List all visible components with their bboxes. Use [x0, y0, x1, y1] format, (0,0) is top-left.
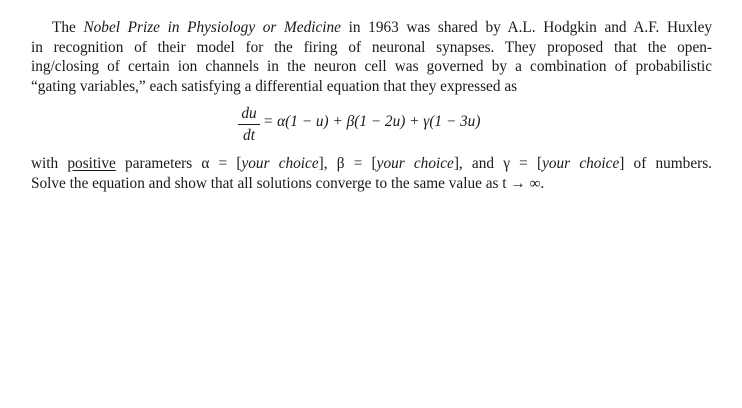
prize-name: Nobel Prize in Physiology or Medicine: [83, 19, 341, 36]
task-paragraph: [31, 154, 712, 193]
fraction-bar: [238, 124, 260, 125]
intro-text-laureates: in 1963 was shared by A.L. Hodgkin and A.F. Huxley: [340, 19, 713, 36]
document-body: [31, 18, 712, 193]
beta-choice: your choice: [376, 155, 454, 172]
gamma-param: ], and γ = [: [453, 155, 543, 172]
task-line-1: [31, 154, 712, 174]
intro-line-3: ing/closing of certain ion channels in the neuron cell was governed by a combination of probabilistic: [31, 58, 712, 75]
task-line-2: Solve the equation and show that all solutions converge to the same value as t → ∞.: [31, 174, 545, 192]
task-text-with: with: [31, 155, 68, 172]
fraction-numerator: du: [241, 105, 257, 122]
intro-text-start: The: [52, 19, 84, 36]
gamma-choice: your choice: [542, 155, 620, 172]
intro-line-1: [31, 18, 712, 38]
intro-line-4: “gating variables,” each satisfying a differential equation that they expressed as: [31, 77, 518, 95]
task-text-end: ] of numbers.: [619, 155, 712, 172]
equation-right-side: = α(1 − u) + β(1 − 2u) + γ(1 − 3u): [263, 113, 481, 130]
beta-param: ], β = [: [318, 155, 377, 172]
fraction-denominator: dt: [243, 127, 255, 144]
positive-underlined: positive: [67, 155, 116, 172]
derivative-fraction: [238, 104, 260, 145]
intro-paragraph: [31, 18, 712, 96]
differential-equation: [31, 102, 712, 152]
intro-line-2: in recognition of their model for the firing of neuronal synapses. They proposed that the open-: [31, 38, 712, 56]
alpha-choice: your choice: [241, 155, 319, 172]
alpha-param: parameters α = [: [115, 155, 242, 172]
